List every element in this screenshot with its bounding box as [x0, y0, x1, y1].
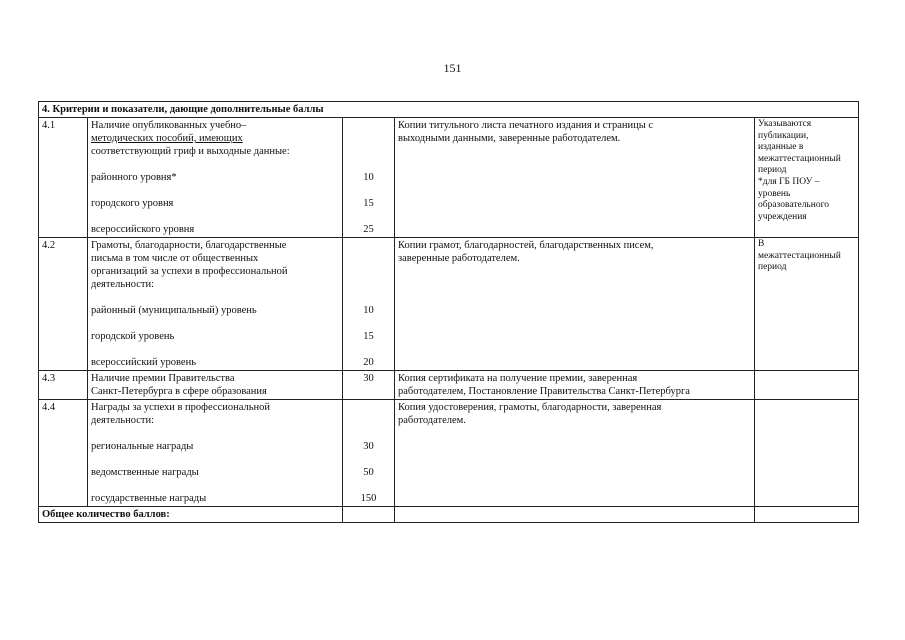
documents-line: выходными данными, заверенные работодателем.	[398, 133, 621, 144]
description-line: Награды за успехи в профессиональной	[91, 402, 270, 413]
documents-line: Копия сертификата на получение премии, заверенная	[398, 373, 638, 384]
score-value: 15	[363, 331, 374, 342]
row-number: 4.4	[39, 400, 88, 507]
documents-line: Копии титульного листа печатного издания и страницы с	[398, 120, 654, 131]
documents-line: Копия удостоверения, грамоты, благодарности, заверенная	[398, 402, 662, 413]
note-cell	[755, 371, 859, 400]
table-row	[39, 238, 859, 371]
documents-line: Копии грамот, благодарностей, благодарственных писем,	[398, 240, 654, 251]
section-title: 4. Критерии и показатели, дающие дополнительные баллы	[39, 102, 859, 118]
total-label: Общее количество баллов:	[39, 507, 343, 523]
documents-line: работодателем.	[398, 415, 466, 426]
level-label: районный (муниципальный) уровень	[91, 305, 257, 316]
table-row	[39, 400, 859, 507]
description-line: Наличие опубликованных учебно–	[91, 120, 247, 131]
description-line: Санкт-Петербурга в сфере образования	[91, 386, 267, 397]
level-label: городской уровень	[91, 331, 175, 342]
note-line: образовательного	[758, 200, 830, 211]
score-value: 30	[363, 441, 374, 452]
criteria-table	[38, 101, 859, 523]
level-label: всероссийского уровня	[91, 224, 195, 235]
score-cell	[343, 371, 395, 400]
note-cell	[755, 238, 859, 371]
criterion-description	[88, 238, 343, 371]
documents-line: заверенные работодателем.	[398, 253, 520, 264]
note-line: межаттестационный	[758, 250, 841, 261]
note-line: публикации,	[758, 130, 809, 141]
description-line: соответствующий гриф и выходные данные:	[91, 146, 290, 157]
score-cell	[343, 238, 395, 371]
note-line: *для ГБ ПОУ –	[758, 176, 820, 187]
score-cell	[343, 400, 395, 507]
section-header-row	[39, 102, 859, 118]
total-documents-cell	[395, 507, 755, 523]
page-number: 151	[443, 61, 462, 75]
description-line: организаций за успехи в профессиональной	[91, 266, 288, 277]
row-number: 4.3	[39, 371, 88, 400]
criterion-description	[88, 371, 343, 400]
score-value: 15	[363, 198, 374, 209]
description-line: Наличие премии Правительства	[91, 373, 235, 384]
level-label: всероссийский уровень	[91, 357, 197, 368]
total-score-cell	[343, 507, 395, 523]
score-value: 30	[363, 373, 374, 384]
row-number: 4.2	[39, 238, 88, 371]
level-label: ведомственные награды	[91, 467, 199, 478]
note-line: уровень	[758, 188, 791, 199]
score-value: 10	[363, 172, 374, 183]
confirming-documents	[395, 400, 755, 507]
note-line: период	[758, 262, 787, 273]
score-value: 50	[363, 467, 374, 478]
confirming-documents	[395, 118, 755, 238]
description-line: письма в том числе от общественных	[91, 253, 259, 264]
documents-line: работодателем, Постановление Правительства Санкт-Петербурга	[398, 386, 690, 397]
row-number: 4.1	[39, 118, 88, 238]
note-line: В	[758, 239, 765, 249]
description-line: Грамоты, благодарности, благодарственные	[91, 240, 287, 251]
score-value: 10	[363, 305, 374, 316]
description-line: методических пособий, имеющих	[91, 133, 243, 144]
score-cell	[343, 118, 395, 238]
note-cell	[755, 400, 859, 507]
table-row	[39, 371, 859, 400]
total-note-cell	[755, 507, 859, 523]
note-line: изданные в	[758, 142, 804, 153]
description-line: деятельности:	[91, 279, 155, 290]
description-line: деятельности:	[91, 415, 155, 426]
criterion-description	[88, 400, 343, 507]
criterion-description	[88, 118, 343, 238]
table-row	[39, 118, 859, 238]
note-line: Указываются	[758, 119, 812, 129]
level-label: региональные награды	[91, 441, 194, 452]
note-line: период	[758, 165, 787, 176]
score-value: 25	[363, 224, 374, 235]
confirming-documents	[395, 371, 755, 400]
note-line: учреждения	[758, 211, 807, 222]
score-value: 150	[360, 493, 377, 504]
note-line: межаттестационный	[758, 153, 841, 164]
score-value: 20	[363, 357, 374, 368]
level-label: районного уровня*	[91, 172, 177, 183]
confirming-documents	[395, 238, 755, 371]
total-row	[39, 507, 859, 523]
level-label: городского уровня	[91, 198, 174, 209]
note-cell	[755, 118, 859, 238]
level-label: государственные награды	[91, 493, 207, 504]
